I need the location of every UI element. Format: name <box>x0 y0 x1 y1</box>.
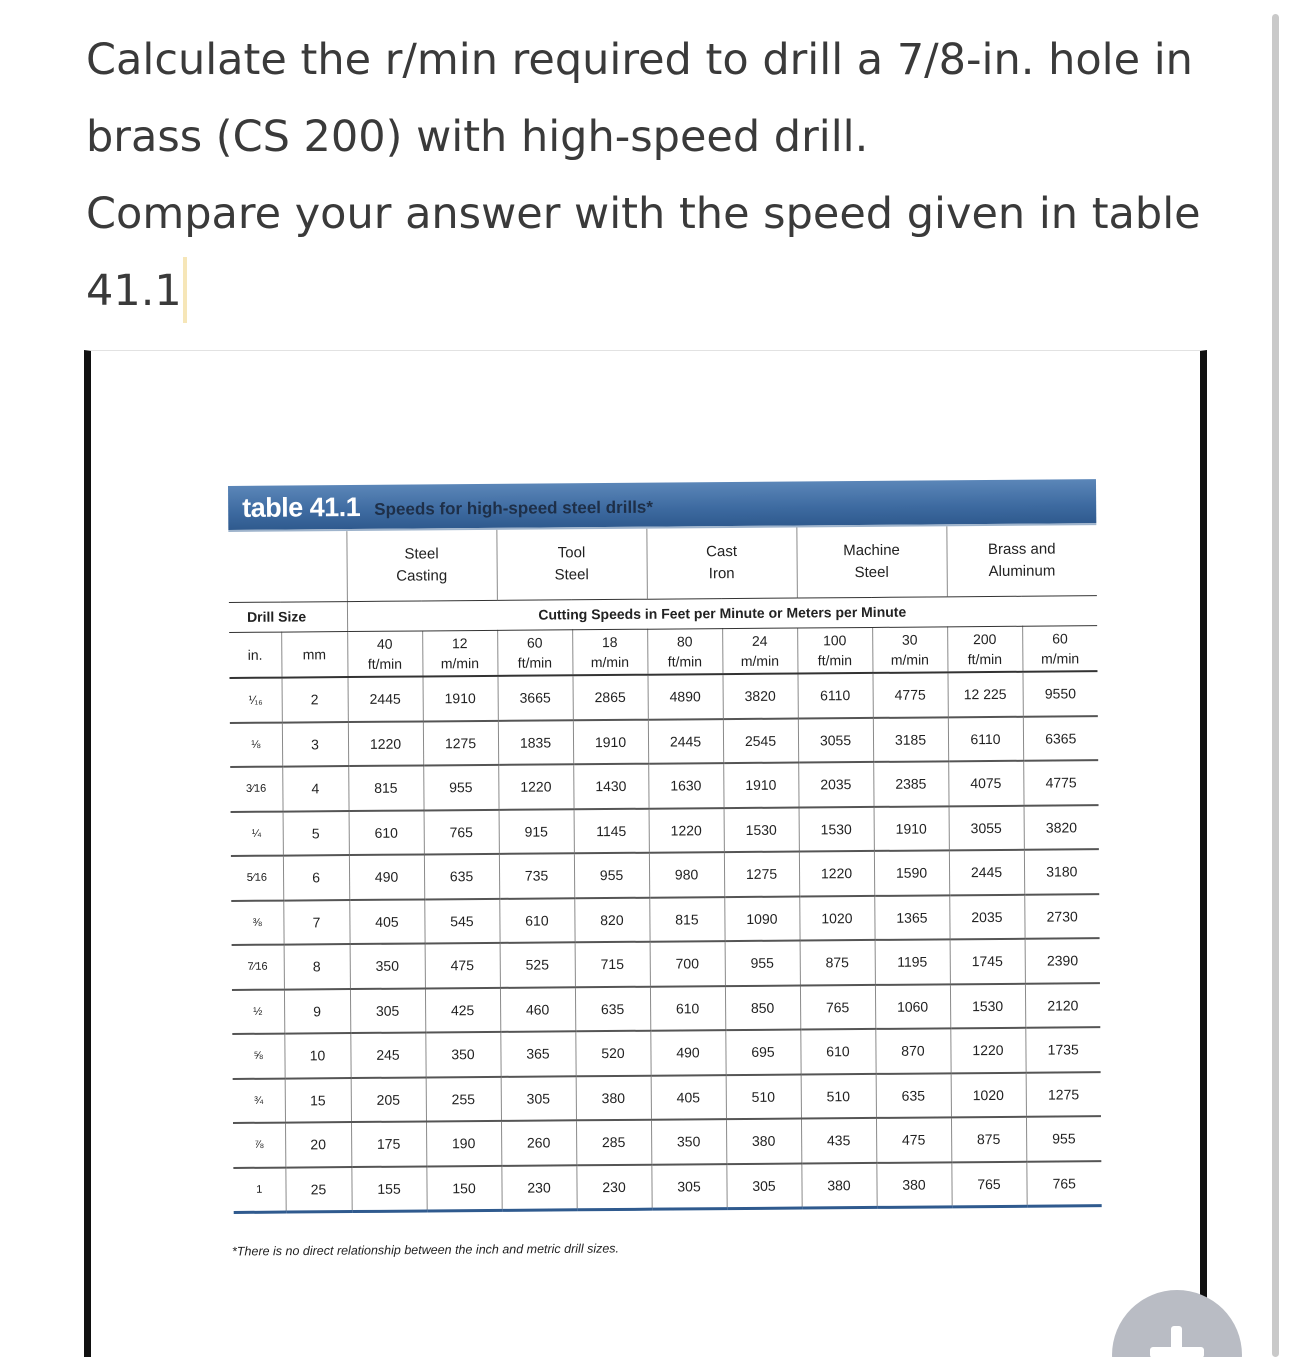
rpm-cell: 155 <box>351 1166 426 1211</box>
rpm-cell: 255 <box>426 1076 501 1121</box>
rpm-cell: 1835 <box>498 720 573 765</box>
rpm-cell: 3055 <box>949 805 1024 850</box>
speed-header-8: 200 ft/min <box>947 626 1022 673</box>
drill-size-inch: 3⁄16 <box>230 767 282 812</box>
rpm-cell: 3820 <box>722 674 797 719</box>
rpm-cell: 635 <box>424 854 499 899</box>
rpm-cell: 260 <box>501 1120 576 1165</box>
rpm-cell: 205 <box>351 1077 426 1122</box>
speed-header-9: 60 m/min <box>1022 625 1097 672</box>
rpm-cell: 6110 <box>797 673 872 718</box>
speed-header-4: 80 ft/min <box>647 628 722 675</box>
drill-size-mm: 9 <box>284 989 350 1034</box>
rpm-cell: 6110 <box>948 716 1023 761</box>
rpm-cell: 1020 <box>951 1072 1026 1117</box>
drill-size-inch: ½ <box>232 989 284 1034</box>
rpm-cell: 820 <box>574 897 649 942</box>
rpm-cell: 1220 <box>950 1028 1025 1073</box>
rpm-cell: 1220 <box>799 851 874 896</box>
rpm-cell: 3055 <box>798 717 873 762</box>
group-steel-casting: Steel Casting <box>346 530 497 601</box>
group-machine-steel: Machine Steel <box>796 526 947 597</box>
rpm-cell: 2390 <box>1025 938 1100 983</box>
rpm-cell: 700 <box>650 941 725 986</box>
speeds-grid <box>228 525 1101 1213</box>
drill-size-mm: 5 <box>283 811 349 856</box>
table-row <box>231 805 1099 856</box>
rpm-cell: 2545 <box>723 718 798 763</box>
drill-size-mm: 6 <box>283 855 349 900</box>
rpm-cell: 1145 <box>574 808 649 853</box>
vertical-scrollbar[interactable] <box>1272 14 1279 1357</box>
rpm-cell: 610 <box>349 810 424 855</box>
speed-header-2: 60 ft/min <box>497 629 572 676</box>
speed-header-5: 24 m/min <box>722 628 797 675</box>
group-cast-iron: Cast Iron <box>646 528 797 599</box>
rpm-cell: 3820 <box>1024 805 1099 850</box>
drill-size-inch: ⅝ <box>232 1034 284 1079</box>
rpm-cell: 610 <box>650 986 725 1031</box>
rpm-cell: 955 <box>574 853 649 898</box>
question-line-3: Compare your answer with the speed given in table <box>86 189 1201 239</box>
rpm-cell: 380 <box>801 1162 876 1207</box>
table-footnote: *There is no direct relationship between the inch and metric drill sizes. <box>231 1241 620 1259</box>
drill-size-mm: 4 <box>282 766 348 811</box>
rpm-cell: 1020 <box>799 895 874 940</box>
drill-size-inch: 7⁄16 <box>232 945 284 990</box>
rpm-cell: 1275 <box>724 852 799 897</box>
group-tool-steel: Tool Steel <box>496 529 647 600</box>
drill-size-mm: 7 <box>283 900 349 945</box>
rpm-cell: 715 <box>575 942 650 987</box>
rpm-cell: 490 <box>349 854 424 899</box>
rpm-cell: 175 <box>351 1121 426 1166</box>
rpm-cell: 475 <box>876 1117 951 1162</box>
rpm-cell: 1910 <box>423 676 498 721</box>
rpm-cell: 350 <box>651 1119 726 1164</box>
speed-header-0: 40 ft/min <box>347 630 422 677</box>
rpm-cell: 875 <box>951 1117 1026 1162</box>
rpm-cell: 3180 <box>1024 849 1099 894</box>
question-line-4-text: 41.1 <box>86 266 182 316</box>
rpm-cell: 285 <box>576 1120 651 1165</box>
rpm-cell: 1735 <box>1025 1027 1100 1072</box>
rpm-cell: 350 <box>425 1032 500 1077</box>
rpm-cell: 815 <box>348 765 423 810</box>
question-line-4 <box>86 253 1236 330</box>
question-text[interactable] <box>86 22 1236 330</box>
rpm-cell: 735 <box>499 853 574 898</box>
rpm-cell: 460 <box>500 987 575 1032</box>
rpm-cell: 2865 <box>572 675 647 720</box>
rpm-cell: 475 <box>425 943 500 988</box>
rpm-cell: 695 <box>725 1030 800 1075</box>
rpm-cell: 305 <box>350 988 425 1033</box>
col-header-in: in. <box>229 632 281 678</box>
drill-size-mm: 2 <box>282 677 348 722</box>
table-row <box>232 983 1100 1034</box>
rpm-cell: 1275 <box>423 720 498 765</box>
rpm-cell: 490 <box>650 1030 725 1075</box>
rpm-cell: 2445 <box>348 676 423 721</box>
drill-size-inch: ⅟₁₆ <box>230 678 282 723</box>
rpm-cell: 305 <box>726 1163 801 1208</box>
rpm-cell: 3185 <box>873 717 948 762</box>
rpm-cell: 190 <box>426 1121 501 1166</box>
rpm-cell: 1530 <box>799 806 874 851</box>
rpm-cell: 1430 <box>573 764 648 809</box>
drill-size-mm: 10 <box>284 1033 350 1078</box>
rpm-cell: 1630 <box>648 763 723 808</box>
rpm-cell: 4775 <box>1023 760 1098 805</box>
rpm-cell: 2445 <box>949 850 1024 895</box>
rpm-cell: 510 <box>801 1073 876 1118</box>
rpm-cell: 2445 <box>648 719 723 764</box>
drill-size-mm: 20 <box>285 1122 351 1167</box>
drill-size-inch: ⅞ <box>233 1123 285 1168</box>
speed-header-6: 100 ft/min <box>797 627 872 674</box>
table-row <box>232 1027 1100 1078</box>
rpm-cell: 3665 <box>497 675 572 720</box>
rpm-cell: 1530 <box>724 807 799 852</box>
rpm-cell: 915 <box>499 809 574 854</box>
rpm-cell: 2385 <box>873 761 948 806</box>
rpm-cell: 1910 <box>874 806 949 851</box>
rpm-cell: 150 <box>426 1165 501 1210</box>
rpm-cell: 765 <box>424 809 499 854</box>
rpm-cell: 365 <box>500 1031 575 1076</box>
rpm-cell: 520 <box>575 1031 650 1076</box>
rpm-cell: 245 <box>350 1032 425 1077</box>
speed-header-7: 30 m/min <box>872 626 947 673</box>
drill-size-mm: 15 <box>285 1078 351 1123</box>
rpm-cell: 1910 <box>723 763 798 808</box>
rpm-cell: 380 <box>726 1119 801 1164</box>
rpm-cell: 510 <box>726 1074 801 1119</box>
rpm-cell: 870 <box>875 1028 950 1073</box>
rpm-cell: 1530 <box>950 983 1025 1028</box>
rpm-cell: 545 <box>424 898 499 943</box>
rpm-cell: 955 <box>423 765 498 810</box>
rpm-cell: 815 <box>649 897 724 942</box>
rpm-cell: 9550 <box>1022 671 1097 716</box>
speed-header-3: 18 m/min <box>572 629 647 676</box>
drill-size-inch: ¾ <box>233 1078 285 1123</box>
rpm-cell: 12 225 <box>947 672 1022 717</box>
table-row <box>231 894 1099 945</box>
rpm-cell: 1910 <box>573 719 648 764</box>
rpm-cell: 1275 <box>1026 1072 1101 1117</box>
rpm-cell: 2120 <box>1025 983 1100 1028</box>
rpm-cell: 850 <box>725 985 800 1030</box>
table-header-bar <box>228 479 1096 532</box>
rpm-cell: 765 <box>1026 1161 1101 1206</box>
rpm-cell: 4775 <box>872 672 947 717</box>
rpm-cell: 1090 <box>724 896 799 941</box>
table-row <box>232 938 1100 989</box>
drill-size-label: Drill Size <box>229 601 347 632</box>
cutting-speeds-label: Cutting Speeds in Feet per Minute or Meters per Minute <box>347 595 1097 631</box>
rpm-cell: 305 <box>651 1164 726 1209</box>
rpm-cell: 380 <box>576 1075 651 1120</box>
plus-icon-vertical <box>1171 1326 1182 1357</box>
rpm-cell: 425 <box>425 987 500 1032</box>
table-row <box>230 760 1098 811</box>
table-row <box>230 671 1098 722</box>
table-row <box>231 849 1099 900</box>
rpm-cell: 405 <box>651 1075 726 1120</box>
drill-size-mm: 25 <box>285 1167 351 1212</box>
rpm-cell: 435 <box>801 1118 876 1163</box>
rpm-cell: 1220 <box>348 721 423 766</box>
table-number: table 41.1 <box>242 491 361 523</box>
drill-size-mm: 8 <box>284 944 350 989</box>
rpm-cell: 230 <box>501 1165 576 1210</box>
table-row <box>233 1072 1101 1123</box>
rpm-cell: 1220 <box>498 764 573 809</box>
speed-units-row <box>229 625 1097 678</box>
rpm-cell: 1365 <box>874 895 949 940</box>
rpm-cell: 1745 <box>950 939 1025 984</box>
rpm-cell: 1590 <box>874 850 949 895</box>
drill-size-inch: ⅛ <box>230 722 282 767</box>
group-brass-aluminum: Brass and Aluminum <box>946 525 1097 596</box>
rpm-cell: 380 <box>876 1162 951 1207</box>
rpm-cell: 765 <box>951 1161 1026 1206</box>
rpm-cell: 635 <box>575 986 650 1031</box>
rpm-cell: 955 <box>725 941 800 986</box>
rpm-cell: 955 <box>1026 1116 1101 1161</box>
question-line-1: Calculate the r/min required to drill a 7/8-in. hole in <box>86 35 1193 85</box>
rpm-cell: 4075 <box>948 761 1023 806</box>
rpm-cell: 1220 <box>649 808 724 853</box>
drill-size-inch: 5⁄16 <box>231 856 283 901</box>
table-row <box>230 716 1098 767</box>
rpm-cell: 2035 <box>949 894 1024 939</box>
rpm-cell: 2035 <box>798 762 873 807</box>
material-group-row <box>228 525 1097 602</box>
table-row <box>233 1116 1101 1167</box>
rpm-cell: 765 <box>800 984 875 1029</box>
rpm-cell: 610 <box>800 1029 875 1074</box>
rpm-cell: 635 <box>876 1073 951 1118</box>
drill-speed-table <box>228 479 1102 1213</box>
drill-size-mm: 3 <box>282 722 348 767</box>
rpm-cell: 6365 <box>1023 716 1098 761</box>
rpm-cell: 525 <box>500 942 575 987</box>
rpm-cell: 1195 <box>875 939 950 984</box>
table-title: Speeds for high-speed steel drills* <box>374 497 654 519</box>
rpm-cell: 305 <box>501 1076 576 1121</box>
rpm-cell: 405 <box>349 899 424 944</box>
rpm-cell: 230 <box>576 1164 651 1209</box>
speed-header-1: 12 m/min <box>422 630 497 677</box>
question-line-2: brass (CS 200) with high-speed drill. <box>86 112 869 162</box>
rpm-cell: 875 <box>800 940 875 985</box>
rpm-cell: 610 <box>499 898 574 943</box>
rpm-cell: 4890 <box>647 674 722 719</box>
drill-size-inch: ⅜ <box>231 900 283 945</box>
rpm-cell: 1060 <box>875 984 950 1029</box>
text-cursor <box>183 257 187 323</box>
table-row <box>233 1161 1101 1212</box>
drill-size-inch: ¼ <box>231 811 283 856</box>
drill-size-inch: 1 <box>233 1167 285 1212</box>
col-header-mm: mm <box>281 631 347 678</box>
rpm-cell: 980 <box>649 852 724 897</box>
rpm-cell: 2730 <box>1024 894 1099 939</box>
rpm-cell: 350 <box>350 943 425 988</box>
